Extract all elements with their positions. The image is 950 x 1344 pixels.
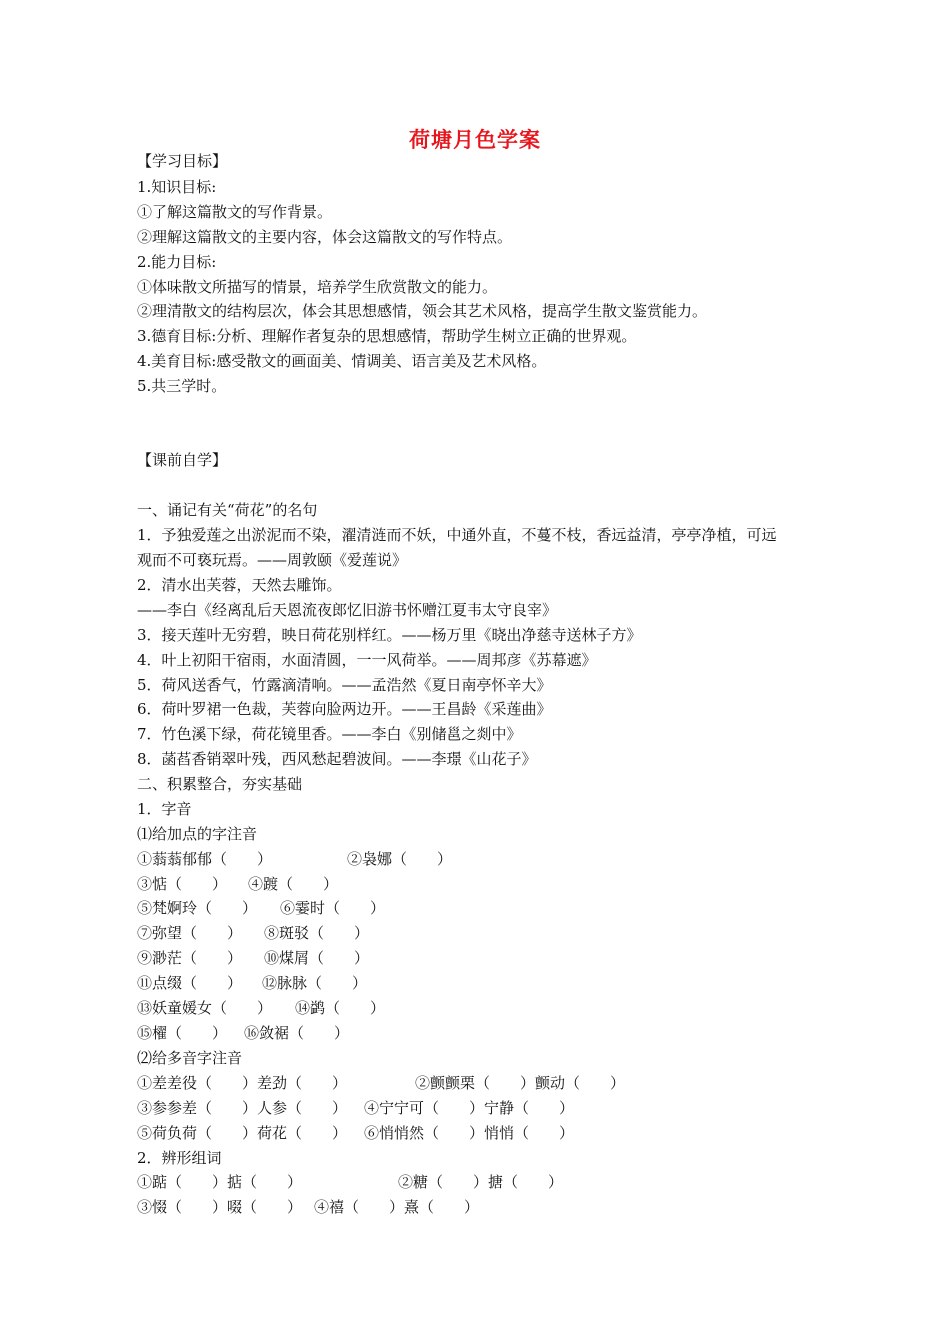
exercise-item: ⑫脉脉（ ） xyxy=(262,974,368,992)
preview-line: 8．菡萏香销翠叶残，西风愁起碧波间。——李璟《山花子》 xyxy=(137,750,537,768)
goal-line: ②理解这篇散文的主要内容，体会这篇散文的写作特点。 xyxy=(137,228,513,246)
exercise-item: ④踱（ ） xyxy=(248,875,339,893)
exercise-item: ⑯敛裾（ ） xyxy=(244,1024,350,1042)
exercise-item: ⑥霎时（ ） xyxy=(280,899,386,917)
exercise-item: ⑧斑驳（ ） xyxy=(264,924,370,942)
exercise-item: ②颤颤栗（ ）颤动（ ） xyxy=(415,1074,626,1092)
preview-line: 6．荷叶罗裙一色裁，芙蓉向脸两边开。——王昌龄《采莲曲》 xyxy=(137,700,552,718)
exercise-item: ①踮（ ）掂（ ） xyxy=(137,1173,303,1191)
preview-line: 7．竹色溪下绿，荷花镜里香。——李白《别储邕之剡中》 xyxy=(137,725,522,743)
goal-line: 2.能力目标: xyxy=(137,253,217,271)
preview-line: 1．字音 xyxy=(137,800,192,818)
preview-line: 一、诵记有关“荷花”的名句 xyxy=(137,501,318,519)
preview-line: 5．荷风送香气，竹露滴清响。——孟浩然《夏日南亭怀辛大》 xyxy=(137,676,552,694)
goal-line: 5.共三学时。 xyxy=(137,377,227,395)
preview-line: 2．清水出芙蓉，天然去雕饰。 xyxy=(137,576,342,594)
goal-line: 1.知识目标: xyxy=(137,178,217,196)
preview-line: 3．接天莲叶无穷碧，映日荷花别样红。——杨万里《晓出净慈寺送林子方》 xyxy=(137,626,642,644)
exercise-item: ④禧（ ）熹（ ） xyxy=(314,1198,480,1216)
exercise-item: ⑨渺茫（ ） xyxy=(137,949,243,967)
goal-line: ①体味散文所描写的情景，培养学生欣赏散文的能力。 xyxy=(137,278,498,296)
exercise-item: ③参参差（ ）人参（ ） xyxy=(137,1099,348,1117)
goal-line: ②理清散文的结构层次，体会其思想感情，领会其艺术风格，提高学生散文鉴赏能力。 xyxy=(137,302,708,320)
exercise-item: ⑤梵婀玲（ ） xyxy=(137,899,258,917)
exercise-item: ⑥悄悄然（ ）悄悄（ ） xyxy=(364,1124,575,1142)
exercise-item: ⑤荷负荷（ ）荷花（ ） xyxy=(137,1124,348,1142)
exercise-item: ④宁宁可（ ）宁静（ ） xyxy=(364,1099,575,1117)
exercise-item: ②糖（ ）搪（ ） xyxy=(398,1173,564,1191)
shape-heading: 2．辨形组词 xyxy=(137,1149,222,1167)
exercise-item: ⑭鹢（ ） xyxy=(295,999,386,1017)
preview-line: 1．予独爱莲之出淤泥而不染，濯清涟而不妖，中通外直，不蔓不枝，香远益清，亭亭净植，可远 xyxy=(137,526,777,544)
preview-line: 观而不可亵玩焉。——周敦颐《爱莲说》 xyxy=(137,551,408,569)
preview-line: ——李白《经离乱后天恩流夜郎忆旧游书怀赠江夏韦太守良宰》 xyxy=(137,601,558,619)
exercise-item: ②袅娜（ ） xyxy=(347,850,453,868)
exercise-item: ③惙（ ）啜（ ） xyxy=(137,1198,303,1216)
exercise-item: ⑬妖童媛女（ ） xyxy=(137,999,273,1017)
goal-line: ①了解这篇散文的写作背景。 xyxy=(137,203,333,221)
goals-heading: 【学习目标】 xyxy=(137,152,228,170)
preview-line: 4．叶上初阳干宿雨，水面清圆，一一风荷举。——周邦彦《苏幕遮》 xyxy=(137,651,597,669)
preview-heading: 【课前自学】 xyxy=(137,451,228,469)
exercise-item: ①差差役（ ）差劲（ ） xyxy=(137,1074,348,1092)
polyphone-heading: ⑵给多音字注音 xyxy=(137,1049,243,1067)
preview-line: 二、积累整合，夯实基础 xyxy=(137,775,303,793)
goal-line: 3.德育目标:分析、理解作者复杂的思想感情，帮助学生树立正确的世界观。 xyxy=(137,327,637,345)
exercise-item: ①蓊蓊郁郁（ ） xyxy=(137,850,273,868)
exercise-item: ⑮櫂（ ） xyxy=(137,1024,228,1042)
exercise-item: ③惦（ ） xyxy=(137,875,228,893)
preview-line: ⑴给加点的字注音 xyxy=(137,825,258,843)
page-title: 荷塘月色学案 xyxy=(409,128,541,152)
goal-line: 4.美育目标:感受散文的画面美、情调美、语言美及艺术风格。 xyxy=(137,352,547,370)
exercise-item: ⑩煤屑（ ） xyxy=(264,949,370,967)
exercise-item: ⑦弥望（ ） xyxy=(137,924,243,942)
exercise-item: ⑪点缀（ ） xyxy=(137,974,243,992)
